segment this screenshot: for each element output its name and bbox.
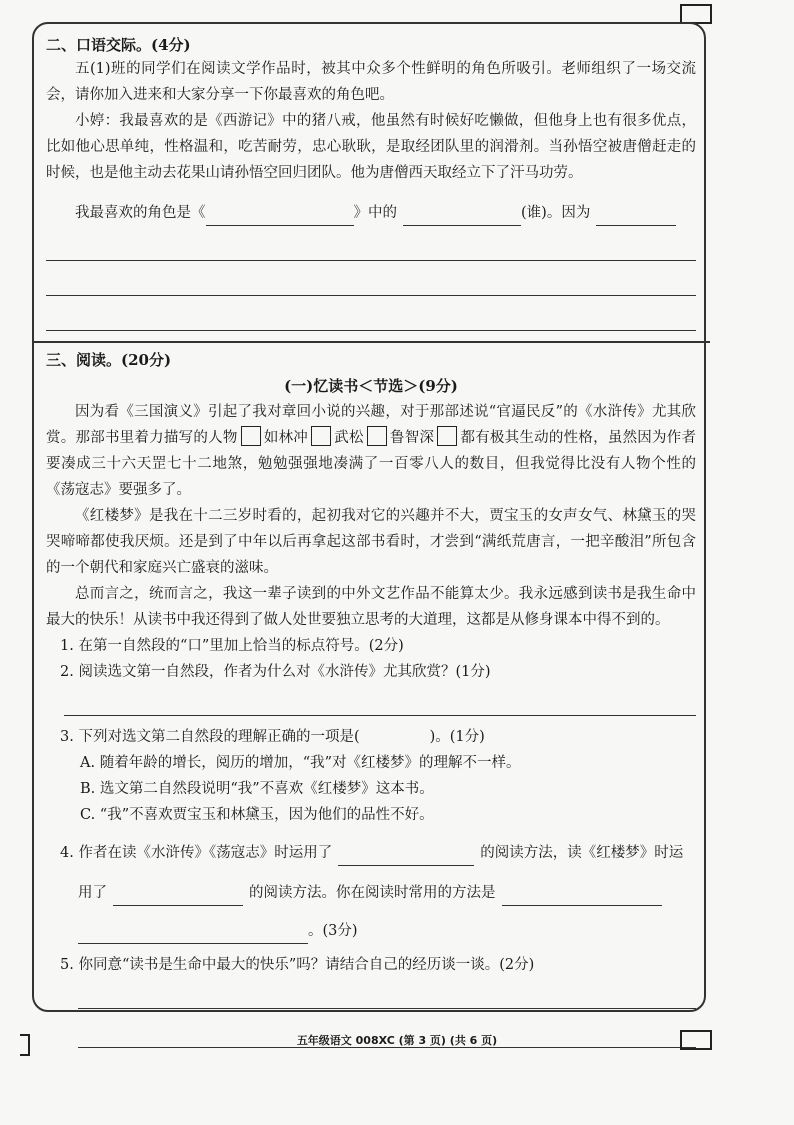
method-blank-4[interactable] [78,923,308,944]
section2-example: 小婷：我最喜欢的是《西游记》中的猪八戒，他虽然有时候好吃懒做，但他身上也有很多优点，比如他心思单纯，性格温和，吃苦耐劳，忠心耿耿，是取经团队里的润滑剂。当孙悟空被唐僧赶走的时候，也是他主动去花果山请孙悟空回归团队。他为唐僧西天取经立下了汗马功劳。 [46,113,696,181]
passage-title: (一)忆读书＜节选＞(9分) [284,377,458,395]
question-2: 2. 阅读选文第一自然段，作者为什么对《水浒传》尤其欣赏？(1分) [60,664,491,680]
p1-text-d: 鲁智深 [389,430,435,446]
passage-paragraph-2: 《红楼梦》是我在十二三岁时看的，起初我对它的兴趣并不大，贾宝玉的女声女气、林黛玉的哭哭啼啼都使我厌烦。还是到了中年以后再拿起这部书看时，才尝到“满纸荒唐言，一把辛酸泪”所包含的一个朝代和家庭兴亡盛衰的滋味。 [46,508,696,576]
q3-text-a: 3. 下列对选文第二自然段的理解正确的一项是( [60,729,360,745]
book-blank[interactable] [206,205,354,226]
page-footer: 五年级语文 008XC (第 3 页) (共 6 页) [296,1034,498,1047]
character-blank[interactable] [403,205,521,226]
corner-mark-bottom [680,1030,712,1050]
method-blank-2[interactable] [113,885,243,906]
fill-text-3: (谁)。因为 [521,205,591,221]
question-4-cont [46,880,696,906]
answer-line[interactable] [78,978,696,1009]
q3-text-b: )。(1分) [429,729,485,745]
question-5: 5. 你同意“读书是生命中最大的快乐”吗？请结合自己的经历谈一谈。(2分) [60,957,535,973]
section2-title: 二、口语交际。(4分) [46,36,191,54]
passage-paragraph-3: 总而言之，统而言之，我这一辈子读到的中外文艺作品不能算太少。我永远感到读书是我生命中最大的快乐！从读书中我还得到了做人处世要独立思考的大道理，这都是从修身课本中得不到的。 [46,586,696,628]
passage-paragraph-1 [46,399,696,503]
q4-text-d: 的阅读方法。你在阅读时常用的方法是 [249,885,496,901]
option-a[interactable]: A. 随着年龄的增长，阅历的增加，“我”对《红楼梦》的理解不一样。 [80,755,521,771]
punctuation-box[interactable] [367,426,387,446]
question-1: 1. 在第一自然段的“口”里加上恰当的标点符号。(2分) [60,638,404,654]
p1-text-e: 都有极其生动的性格，虽然因为作者要凑成三十六天罡七十二地煞，勉勉强强地凑满了一百零八人的数目，但我觉得比没有人物个性的《荡寇志》要强多了。 [46,430,697,498]
q4-text-b: 的阅读方法，读《红楼梦》时运 [480,845,684,861]
answer-line[interactable] [46,261,696,296]
question-3 [46,724,696,750]
q4-text-c: 用了 [78,885,107,901]
question-4-end [46,918,696,944]
section3-title: 三、阅读。(20分) [46,351,172,369]
section2-intro: 五(1)班的同学们在阅读文学作品时，被其中众多个性鲜明的角色所吸引。老师组织了一场交流会，请你加入进来和大家分享一下你最喜欢的角色吧。 [46,61,696,103]
p1-text-a: 因为看《三国演义》引起了我对章回小说的兴趣，对于那部述说“官逼民反”的《水浒传》尤其欣赏。那部书里着力描写的人物 [46,404,696,446]
reason-blank[interactable] [596,205,676,226]
method-blank-1[interactable] [338,845,474,866]
p1-text-b: 如林冲 [263,430,309,446]
punctuation-box[interactable] [437,426,457,446]
q4-text-e: 。(3分) [308,923,358,939]
option-c[interactable]: C. “我”不喜欢贾宝玉和林黛玉，因为他们的品性不好。 [80,807,434,823]
option-b[interactable]: B. 选文第二自然段说明“我”不喜欢《红楼梦》这本书。 [80,781,434,797]
fill-text-1: 我最喜欢的角色是《 [75,205,206,221]
answer-line[interactable] [46,296,696,331]
section-divider [32,341,710,343]
answer-line[interactable] [46,226,696,261]
answer-line[interactable] [64,685,696,716]
page-content [46,34,696,1048]
corner-mark-top [680,4,712,24]
section2-fill-row [46,200,696,226]
question-4 [46,840,696,866]
punctuation-box[interactable] [241,426,261,446]
method-blank-3[interactable] [502,885,662,906]
fill-text-2: 》中的 [353,205,397,221]
q4-text-a: 4. 作者在读《水浒传》《荡寇志》时运用了 [60,845,333,861]
p1-text-c: 武松 [334,430,364,446]
punctuation-box[interactable] [311,426,331,446]
